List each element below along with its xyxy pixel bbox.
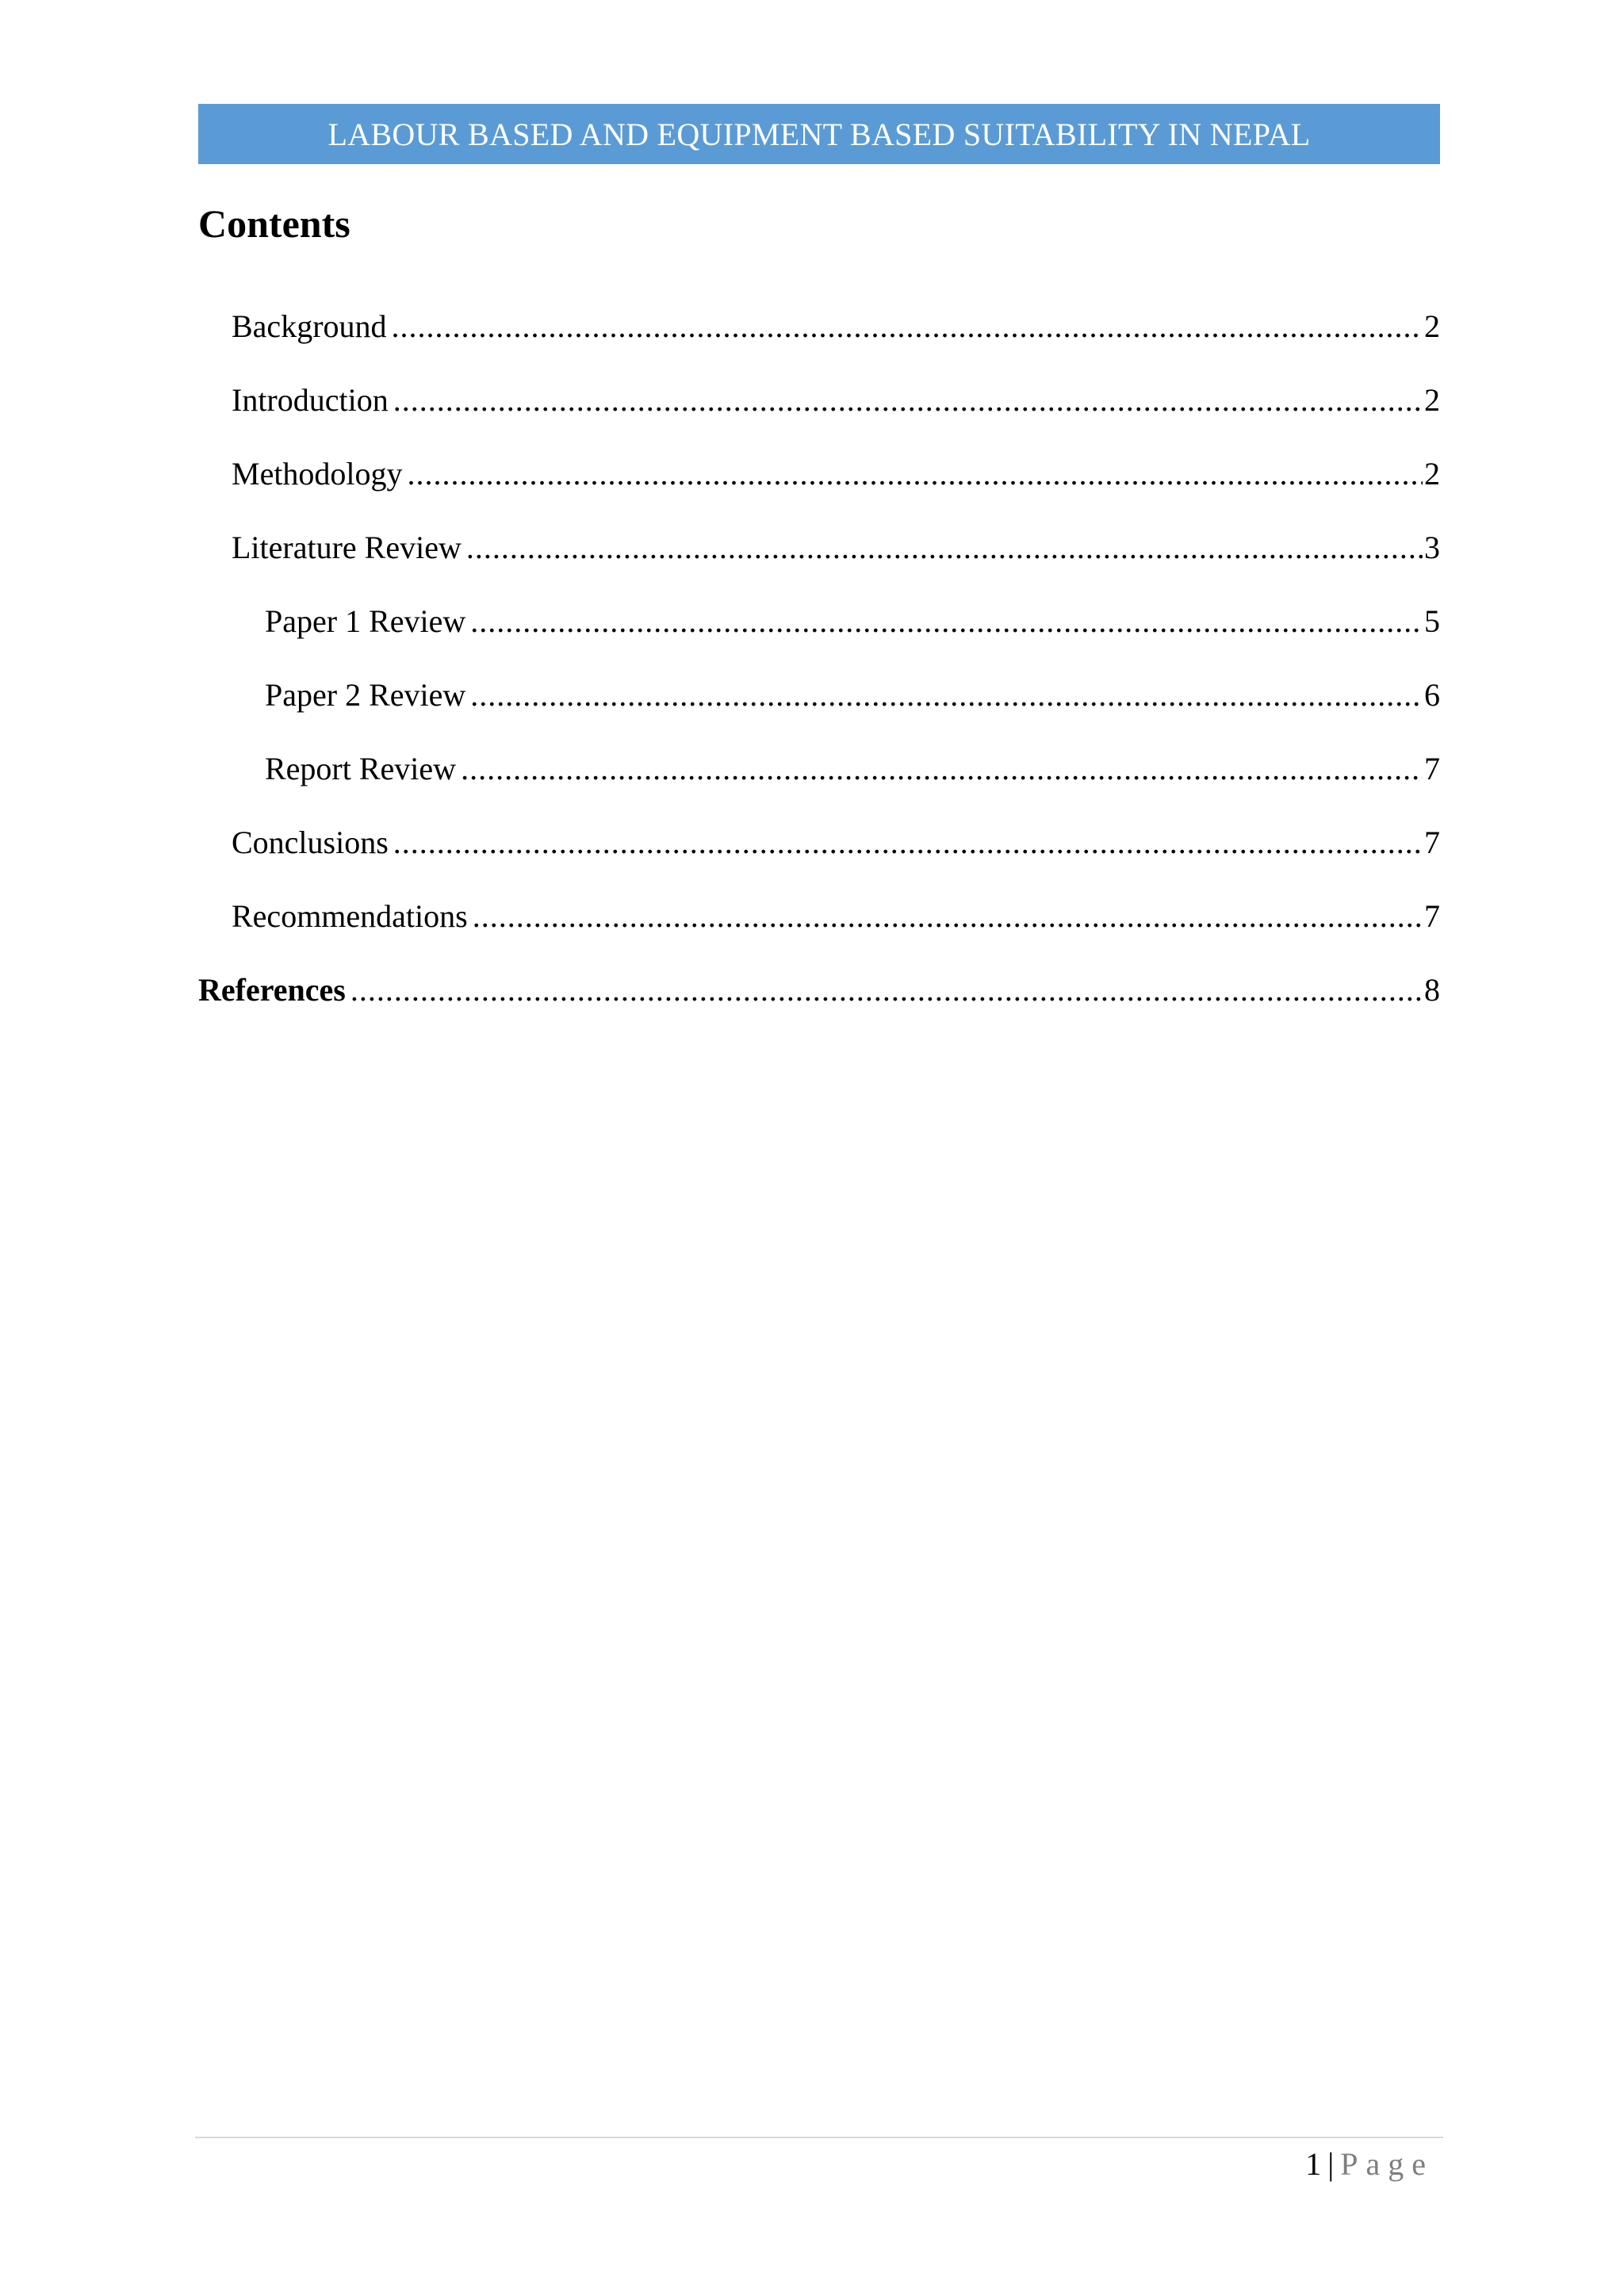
toc-entry-introduction[interactable] [198,377,1440,450]
toc-entry-report-review[interactable] [198,745,1440,819]
table-of-contents-title: Contents [198,201,350,246]
toc-entry-label: Paper 1 Review [265,603,466,639]
toc-dot-leader [350,966,1423,1014]
toc-entry-literature-review[interactable] [198,524,1440,598]
table-of-contents [198,303,1440,1040]
toc-dot-leader [393,819,1423,867]
toc-entry-page: 3 [1424,530,1440,565]
toc-dot-leader [470,598,1423,645]
toc-entry-label: Literature Review [232,530,462,565]
toc-dot-leader [470,672,1423,719]
toc-entry-label: Report Review [265,751,457,786]
toc-entry-references[interactable] [198,966,1440,1040]
toc-entry-paper-2-review[interactable] [198,672,1440,745]
toc-entry-page: 5 [1424,603,1440,639]
toc-entry-label: Recommendations [232,898,468,934]
toc-entry-page: 6 [1424,677,1440,713]
toc-entry-page: 2 [1424,382,1440,418]
toc-entry-recommendations[interactable] [198,893,1440,966]
toc-entry-page: 8 [1424,972,1440,1008]
toc-entry-paper-1-review[interactable] [198,598,1440,672]
toc-entry-background[interactable] [198,303,1440,377]
footer-separator: | [1327,2146,1335,2182]
footer-divider [195,2137,1443,2138]
toc-entry-page: 2 [1424,308,1440,344]
toc-entry-label: Paper 2 Review [265,677,466,713]
document-header-band [198,104,1440,164]
document-header-title: LABOUR BASED AND EQUIPMENT BASED SUITABILITY IN NEPAL [327,116,1311,152]
toc-dot-leader [392,303,1423,350]
toc-entry-label: Introduction [232,382,389,418]
toc-entry-conclusions[interactable] [198,819,1440,893]
toc-entry-methodology[interactable] [198,450,1440,524]
toc-entry-page: 7 [1424,898,1440,934]
toc-dot-leader [408,450,1423,498]
toc-dot-leader [393,377,1423,424]
toc-dot-leader [473,893,1423,940]
toc-entry-page: 7 [1424,825,1440,860]
toc-entry-label: Methodology [232,456,403,492]
toc-entry-page: 7 [1424,751,1440,786]
toc-dot-leader [466,524,1423,572]
footer-page-word: Page [1340,2146,1434,2182]
footer-page-number: 1 [1305,2146,1322,2182]
page-footer [1305,2141,1434,2188]
toc-entry-label: Conclusions [232,825,389,860]
toc-entry-page: 2 [1424,456,1440,492]
toc-entry-label: Background [232,308,387,344]
toc-dot-leader [461,745,1423,793]
toc-entry-label: References [198,972,346,1008]
